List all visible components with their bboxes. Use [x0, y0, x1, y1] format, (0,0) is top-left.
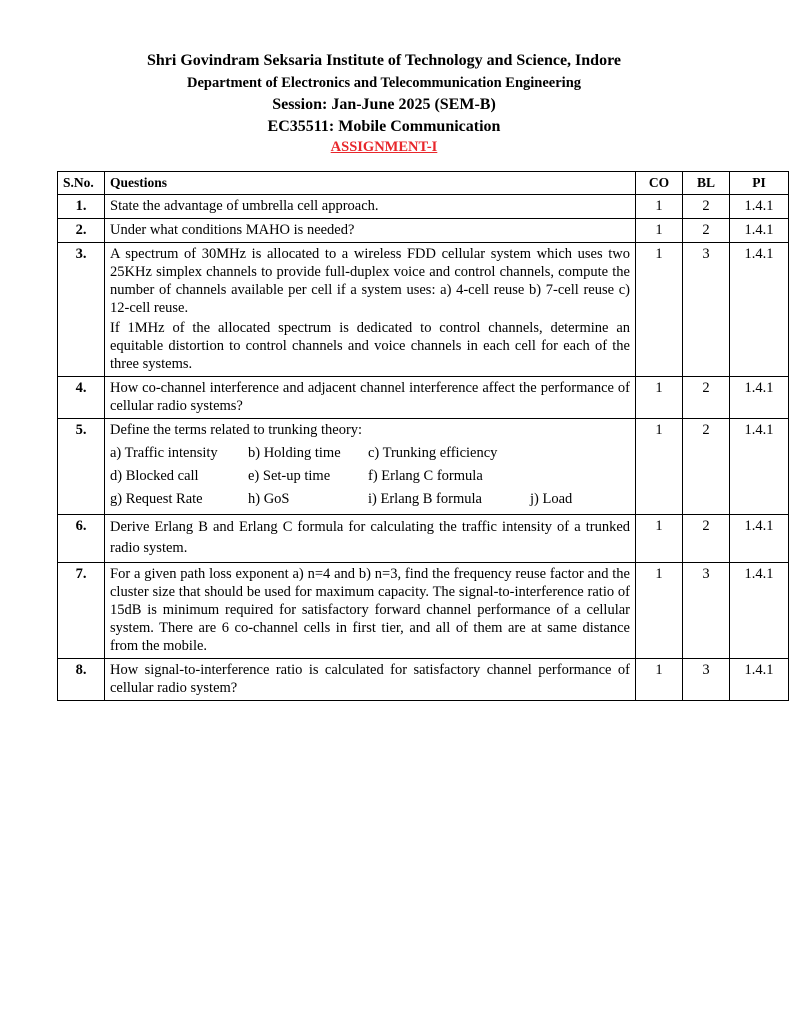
course-outcome: 1 — [636, 515, 683, 563]
blooms-level: 2 — [683, 419, 730, 515]
course-outcome: 1 — [636, 659, 683, 701]
table-row — [58, 219, 789, 243]
table-row — [58, 377, 789, 419]
blooms-level: 2 — [683, 219, 730, 243]
question-paragraph: Derive Erlang B and Erlang C formula for calculating the traffic intensity of a trunked radio system. — [110, 519, 630, 556]
table-header-row — [58, 172, 789, 195]
session-line: Session: Jan-June 2025 (SEM-B) — [272, 96, 496, 113]
question-text — [105, 419, 636, 515]
question-number: 4. — [58, 377, 105, 419]
performance-indicator: 1.4.1 — [730, 515, 789, 563]
question-text — [105, 659, 636, 701]
blooms-level: 3 — [683, 563, 730, 659]
header-sno: S.No. — [58, 172, 105, 195]
question-text — [105, 563, 636, 659]
trunking-terms-list — [110, 444, 630, 508]
question-paragraph: Define the terms related to trunking theory: — [110, 422, 363, 438]
header-bl: BL — [683, 172, 730, 195]
question-number: 1. — [58, 195, 105, 219]
table-row — [58, 515, 789, 563]
question-paragraph: A spectrum of 30MHz is allocated to a wireless FDD cellular system which uses two 25KHz simplex channels to provide full-duplex voice and control channels, compute the number of channels available per cell if a system uses: a) 4-cell reuse b) 7-cell reuse c) 12-cell reuse. — [110, 246, 630, 316]
term-item — [530, 444, 620, 462]
term-item: f) Erlang C formula — [368, 468, 483, 484]
term-item: h) GoS — [248, 491, 290, 507]
course-outcome: 1 — [636, 563, 683, 659]
header-pi: PI — [730, 172, 789, 195]
question-number: 7. — [58, 563, 105, 659]
term-item: d) Blocked call — [110, 468, 199, 484]
header-co: CO — [636, 172, 683, 195]
question-text — [105, 243, 636, 377]
term-item: a) Traffic intensity — [110, 445, 218, 461]
question-paragraph: State the advantage of umbrella cell approach. — [110, 198, 379, 214]
table-row — [58, 659, 789, 701]
course-outcome: 1 — [636, 419, 683, 515]
questions-body — [58, 195, 789, 701]
document-header — [0, 50, 768, 157]
blooms-level: 2 — [683, 377, 730, 419]
course-outcome: 1 — [636, 195, 683, 219]
question-paragraph: For a given path loss exponent a) n=4 and b) n=3, find the frequency reuse factor and the cluster size that should be used for maximum capacity. The signal-to-interference ratio of 15dB is minimum required for satisfactory forward channel performance of a cellular system. There are 6 co-channel cells in first tier, and all of them are at same distance from the mobile. — [110, 566, 630, 654]
term-item: i) Erlang B formula — [368, 491, 482, 507]
course-outcome: 1 — [636, 377, 683, 419]
blooms-level: 3 — [683, 243, 730, 377]
question-text — [105, 219, 636, 243]
performance-indicator: 1.4.1 — [730, 243, 789, 377]
term-item: c) Trunking efficiency — [368, 445, 498, 461]
question-number: 3. — [58, 243, 105, 377]
performance-indicator: 1.4.1 — [730, 377, 789, 419]
table-row — [58, 563, 789, 659]
institute-name: Shri Govindram Seksaria Institute of Technology and Science, Indore — [147, 52, 621, 69]
blooms-level: 2 — [683, 515, 730, 563]
performance-indicator: 1.4.1 — [730, 659, 789, 701]
performance-indicator: 1.4.1 — [730, 563, 789, 659]
question-text — [105, 377, 636, 419]
performance-indicator: 1.4.1 — [730, 195, 789, 219]
term-item: j) Load — [530, 491, 573, 507]
table-row — [58, 195, 789, 219]
term-item — [530, 467, 620, 485]
question-text — [105, 195, 636, 219]
course-title: EC35511: Mobile Communication — [267, 118, 501, 135]
department-name: Department of Electronics and Telecommunication Engineering — [186, 75, 582, 91]
question-paragraph: How co-channel interference and adjacent channel interference affect the performance of cellular radio systems? — [110, 380, 630, 414]
questions-table — [57, 171, 789, 701]
term-item: b) Holding time — [248, 445, 341, 461]
term-item: e) Set-up time — [248, 468, 331, 484]
question-paragraph: How signal-to-interference ratio is calculated for satisfactory channel performance of cellular radio system? — [110, 662, 630, 696]
table-row — [58, 419, 789, 515]
performance-indicator: 1.4.1 — [730, 219, 789, 243]
question-number: 2. — [58, 219, 105, 243]
blooms-level: 3 — [683, 659, 730, 701]
question-paragraph: Under what conditions MAHO is needed? — [110, 222, 355, 238]
course-outcome: 1 — [636, 219, 683, 243]
question-text — [105, 515, 636, 563]
question-number: 6. — [58, 515, 105, 563]
question-number: 8. — [58, 659, 105, 701]
assignment-title: ASSIGNMENT-I — [330, 139, 438, 155]
header-questions: Questions — [105, 172, 636, 195]
question-paragraph: If 1MHz of the allocated spectrum is dedicated to control channels, determine an equitable distortion to control channels and voice channels in each cell for each of the three systems. — [110, 320, 630, 372]
question-number: 5. — [58, 419, 105, 515]
blooms-level: 2 — [683, 195, 730, 219]
table-row — [58, 243, 789, 377]
course-outcome: 1 — [636, 243, 683, 377]
term-item: g) Request Rate — [110, 491, 203, 507]
performance-indicator: 1.4.1 — [730, 419, 789, 515]
